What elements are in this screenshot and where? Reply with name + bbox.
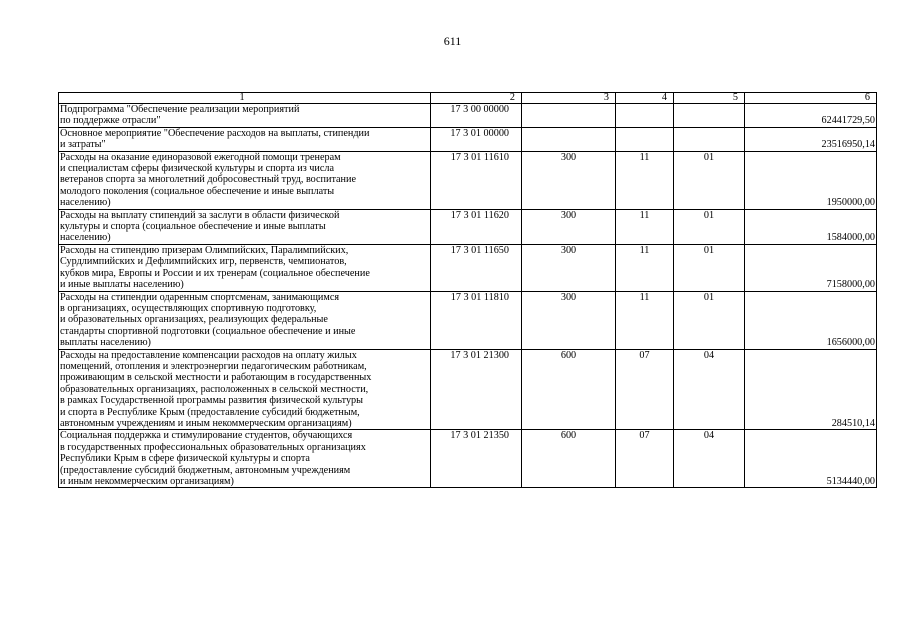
row-name-line: ветеранов спорта за многолетний добросовестный труд, воспитание (60, 174, 356, 186)
row-name-line: Подпрограмма "Обеспечение реализации мероприятий (60, 104, 300, 115)
row-amount: 7158000,00 (745, 244, 877, 291)
table-row (59, 430, 877, 488)
page-number: 611 (443, 34, 462, 48)
row-name-line: по поддержке отрасли" (60, 115, 161, 127)
row-name-line: Расходы на стипендию призерам Олимпийских, Паралимпийских, (60, 244, 349, 256)
row-expense-type: 300 (522, 291, 616, 349)
row-subsection: 04 (674, 430, 745, 488)
row-amount: 284510,14 (745, 349, 877, 430)
row-subsection: 01 (674, 209, 745, 244)
row-name-line: культуры и спорта (социальное обеспечение и иные выплаты (60, 221, 326, 233)
row-name-line: автономным учреждениям и иным некоммерческим организациям) (60, 417, 352, 429)
table-row (59, 127, 877, 151)
row-name-line: молодого поколения (социальное обеспечение и иные выплаты (60, 185, 335, 197)
row-code: 17 3 00 00000 (431, 104, 522, 128)
row-subsection (674, 104, 745, 128)
row-expense-type (522, 127, 616, 151)
table-header-row (59, 93, 877, 104)
row-subsection: 01 (674, 151, 745, 209)
row-code: 17 3 01 11610 (431, 151, 522, 209)
row-name-line: и иным некоммерческим организациям) (60, 476, 234, 487)
row-expense-type: 600 (522, 349, 616, 430)
row-name-line: Расходы на оказание единоразовой ежегодной помощи тренерам (60, 151, 341, 163)
row-name (59, 127, 431, 151)
row-code: 17 3 01 11810 (431, 291, 522, 349)
row-name-line: и спорта в Республике Крым (предоставление субсидий бюджетным, (60, 406, 360, 418)
row-name-line: и специалистам сферы физической культуры и спорта из числа (60, 163, 334, 175)
table-row (59, 209, 877, 244)
row-name-line: (предоставление субсидий бюджетным, автономным учреждениям (60, 464, 351, 476)
row-code: 17 3 01 21300 (431, 349, 522, 430)
row-section: 11 (616, 151, 674, 209)
row-name-line: и затраты" (60, 139, 106, 151)
row-name-line: Расходы на предоставление компенсации расходов на оплату жилых (60, 349, 357, 361)
column-header: 4 (616, 93, 674, 104)
column-header: 6 (745, 93, 877, 104)
row-expense-type (522, 104, 616, 128)
row-expense-type: 300 (522, 151, 616, 209)
row-section: 11 (616, 291, 674, 349)
row-name-line: Сурдлимпийских и Дефлимпийских игр, первенств, чемпионатов, (60, 256, 347, 268)
row-name-line: в рамках Государственной программы развития физической культуры (60, 395, 363, 407)
row-subsection: 01 (674, 291, 745, 349)
budget-table (58, 92, 877, 488)
row-name-line: и образовательных организациях, реализующих федеральные (60, 314, 328, 326)
row-subsection: 04 (674, 349, 745, 430)
row-name-line: образовательных организациях, расположенных в сельской местности, (60, 383, 369, 395)
row-name (59, 430, 431, 488)
row-name-line: населению) (60, 197, 111, 209)
column-header: 3 (522, 93, 616, 104)
row-section (616, 127, 674, 151)
row-code: 17 3 01 00000 (431, 127, 522, 151)
row-section: 07 (616, 349, 674, 430)
row-section: 07 (616, 430, 674, 488)
row-section (616, 104, 674, 128)
row-section: 11 (616, 244, 674, 291)
row-name-line: проживающим в сельской местности и работающим в государственных (60, 372, 372, 384)
table-row (59, 244, 877, 291)
table-row (59, 349, 877, 430)
table-row (59, 291, 877, 349)
row-name-line: Социальная поддержка и стимулирование студентов, обучающихся (60, 430, 353, 442)
row-subsection (674, 127, 745, 151)
row-section: 11 (616, 209, 674, 244)
column-header: 2 (431, 93, 522, 104)
row-name-line: кубков мира, Европы и России и их тренерам (социальное обеспечение (60, 267, 370, 279)
row-subsection: 01 (674, 244, 745, 291)
table-row (59, 151, 877, 209)
row-name-line: Основное мероприятие "Обеспечение расходов на выплаты, стипендии (60, 127, 370, 139)
column-header: 5 (674, 93, 745, 104)
row-name-line: населению) (60, 232, 111, 244)
row-code: 17 3 01 11650 (431, 244, 522, 291)
row-amount: 1656000,00 (745, 291, 877, 349)
row-name (59, 244, 431, 291)
row-name-line: и иные выплаты населению) (60, 279, 184, 291)
row-name (59, 209, 431, 244)
row-name (59, 349, 431, 430)
row-expense-type: 300 (522, 209, 616, 244)
row-amount: 1950000,00 (745, 151, 877, 209)
row-name (59, 151, 431, 209)
row-code: 17 3 01 21350 (431, 430, 522, 488)
row-amount: 62441729,50 (745, 104, 877, 128)
row-amount: 23516950,14 (745, 127, 877, 151)
row-name-line: выплаты населению) (60, 337, 151, 349)
row-name-line: помещений, отопления и электроэнергии педагогическим работникам, (60, 360, 367, 372)
row-name-line: стандарты спортивной подготовки (социальное обеспечение и иные (60, 325, 356, 337)
column-header: 1 (59, 93, 431, 104)
row-amount: 1584000,00 (745, 209, 877, 244)
row-amount: 5134440,00 (745, 430, 877, 488)
row-expense-type: 300 (522, 244, 616, 291)
row-name (59, 104, 431, 128)
row-name-line: Республики Крым в сфере физической культуры и спорта (60, 453, 310, 465)
row-name-line: в организациях, осуществляющих спортивную подготовку, (60, 302, 317, 314)
table-row (59, 104, 877, 128)
row-code: 17 3 01 11620 (431, 209, 522, 244)
row-name-line: Расходы на стипендии одаренным спортсменам, занимающимся (60, 291, 340, 303)
row-name-line: Расходы на выплату стипендий за заслуги в области физической (60, 209, 340, 221)
row-name (59, 291, 431, 349)
row-name-line: в государственных профессиональных образовательных организациях (60, 441, 366, 453)
row-expense-type: 600 (522, 430, 616, 488)
